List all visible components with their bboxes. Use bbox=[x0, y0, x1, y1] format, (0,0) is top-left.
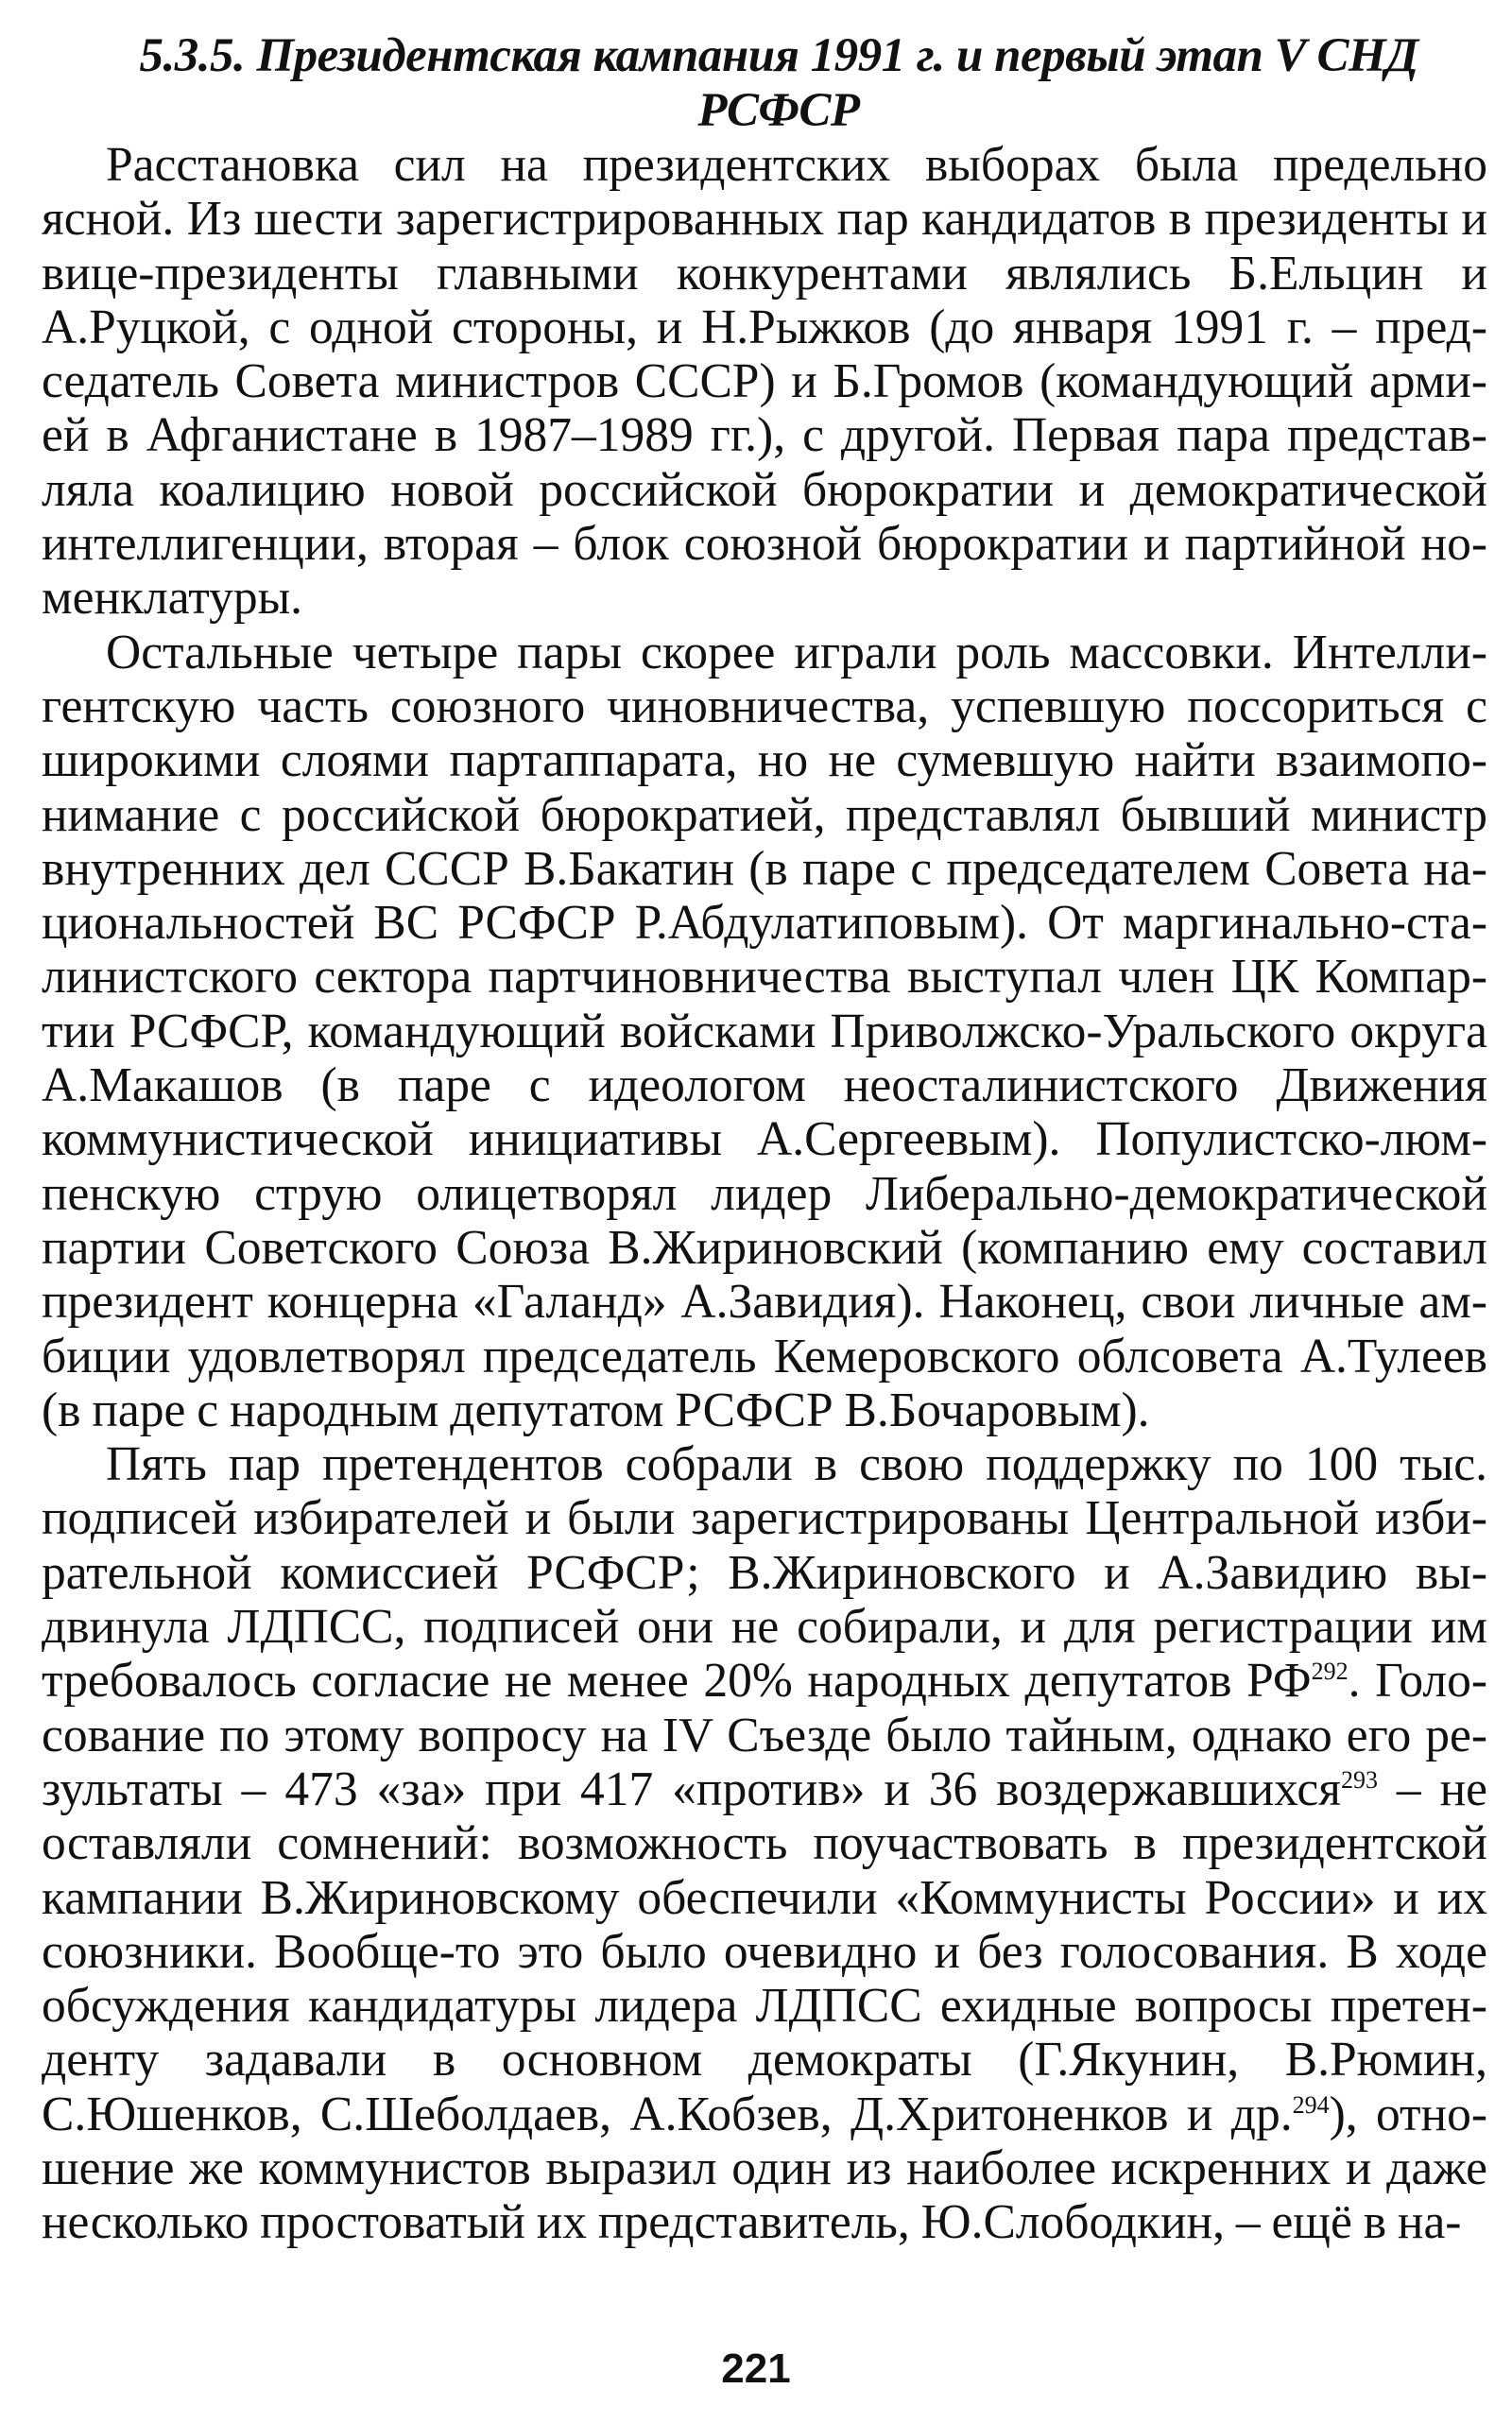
section-heading: 5.3.5. Президентская кампания 1991 г. и первый этап V СНД РСФСР bbox=[139, 29, 1418, 137]
footnote-ref-294: 294 bbox=[1292, 2090, 1330, 2119]
page-number: 221 bbox=[721, 2346, 791, 2392]
paragraph-1: Расстановка сил на президентских выборах была предельно ясной. Из шести зарегистрированных пар кандидатов в президенты и вице-президенты главными конкурентами являлись Б.Ельцин и А.Руцкой, с одной стороны, и Н.Рыжков (до января 1991 г. – председатель Совета министров СССР) и Б.Громов (командующий армией в Афганистане в 1987–1989 гг.), с другой. Первая пара представляла коалицию новой российской бюрократии и демократической интеллигенции, вторая – блок союзной бюрократии и партийной номенклатуры. bbox=[42, 138, 1487, 626]
paragraph-3-part-4: ), отношение же коммунистов выразил один из наиболее искренних и даже несколько простоватый их представитель, Ю.Слободкин, – ещё в на- bbox=[42, 2087, 1487, 2250]
footnote-ref-293: 293 bbox=[1340, 1765, 1378, 1794]
paragraph-3-part-3: – не оставляли сомнений: возможность поучаствовать в президентской кампании В.Жириновскому обеспечили «Коммунисты России» и их союзники. Вообще-то это было очевидно и без голосования. В ходе обсуждения кандидатуры лидера ЛДПСС ехидные вопросы претенденту задавали в основном демократы (Г.Якунин, В.Рюмин, С.Юшенков, С.Шеболдаев, А.Кобзев, Д.Хритоненков и др. bbox=[42, 1761, 1487, 2141]
footnote-ref-292: 292 bbox=[1311, 1658, 1349, 1686]
paragraph-2: Остальные четыре пары скорее играли роль массовки. Интеллигентскую часть союзного чиновничества, успевшую поссориться с широкими слоями партаппарата, но не сумевшую найти взаимопонимание с российской бюрократией, представлял бывший министр внутренних дел СССР В.Бакатин (в паре с председателем Совета национальностей ВС РСФСР Р.Абдулатиповым). От маргинально-сталинистского сектора партчиновничества выступал член ЦК Компартии РСФСР, командующий войсками Приволжско-Уральского округа А.Макашов (в паре с идеологом неосталинистского Движения коммунистической инициативы А.Сергеевым). Популистско-люмпенскую струю олицетворял лидер Либерально-демократической партии Советского Союза В.Жириновский (компанию ему составил президент концерна «Галанд» А.Завидия). Наконец, свои личные амбиции удовлетворял председатель Кемеровского облсовета А.Тулеев (в паре с народным депутатом РСФСР В.Бочаровым). bbox=[42, 625, 1487, 1437]
paragraph-3 bbox=[42, 1437, 1487, 2249]
paragraph-3-part-2: . Голосование по этому вопросу на IV Съезде было тайным, однако его результаты – 473 «за» при 417 «против» и 36 воздержавшихся bbox=[42, 1654, 1487, 1816]
page-body bbox=[42, 28, 1487, 2250]
paragraph-3-part-1: Пять пар претендентов собрали в свою поддержку по 100 тыс. подписей избирателей и были зарегистрированы Центральной избирательной комиссией РСФСР; В.Жириновского и А.Завидию выдвинула ЛДПСС, подписей они не собирали, и для регистрации им требовалось согласие не менее 20% народных депутатов РФ bbox=[42, 1437, 1487, 1709]
